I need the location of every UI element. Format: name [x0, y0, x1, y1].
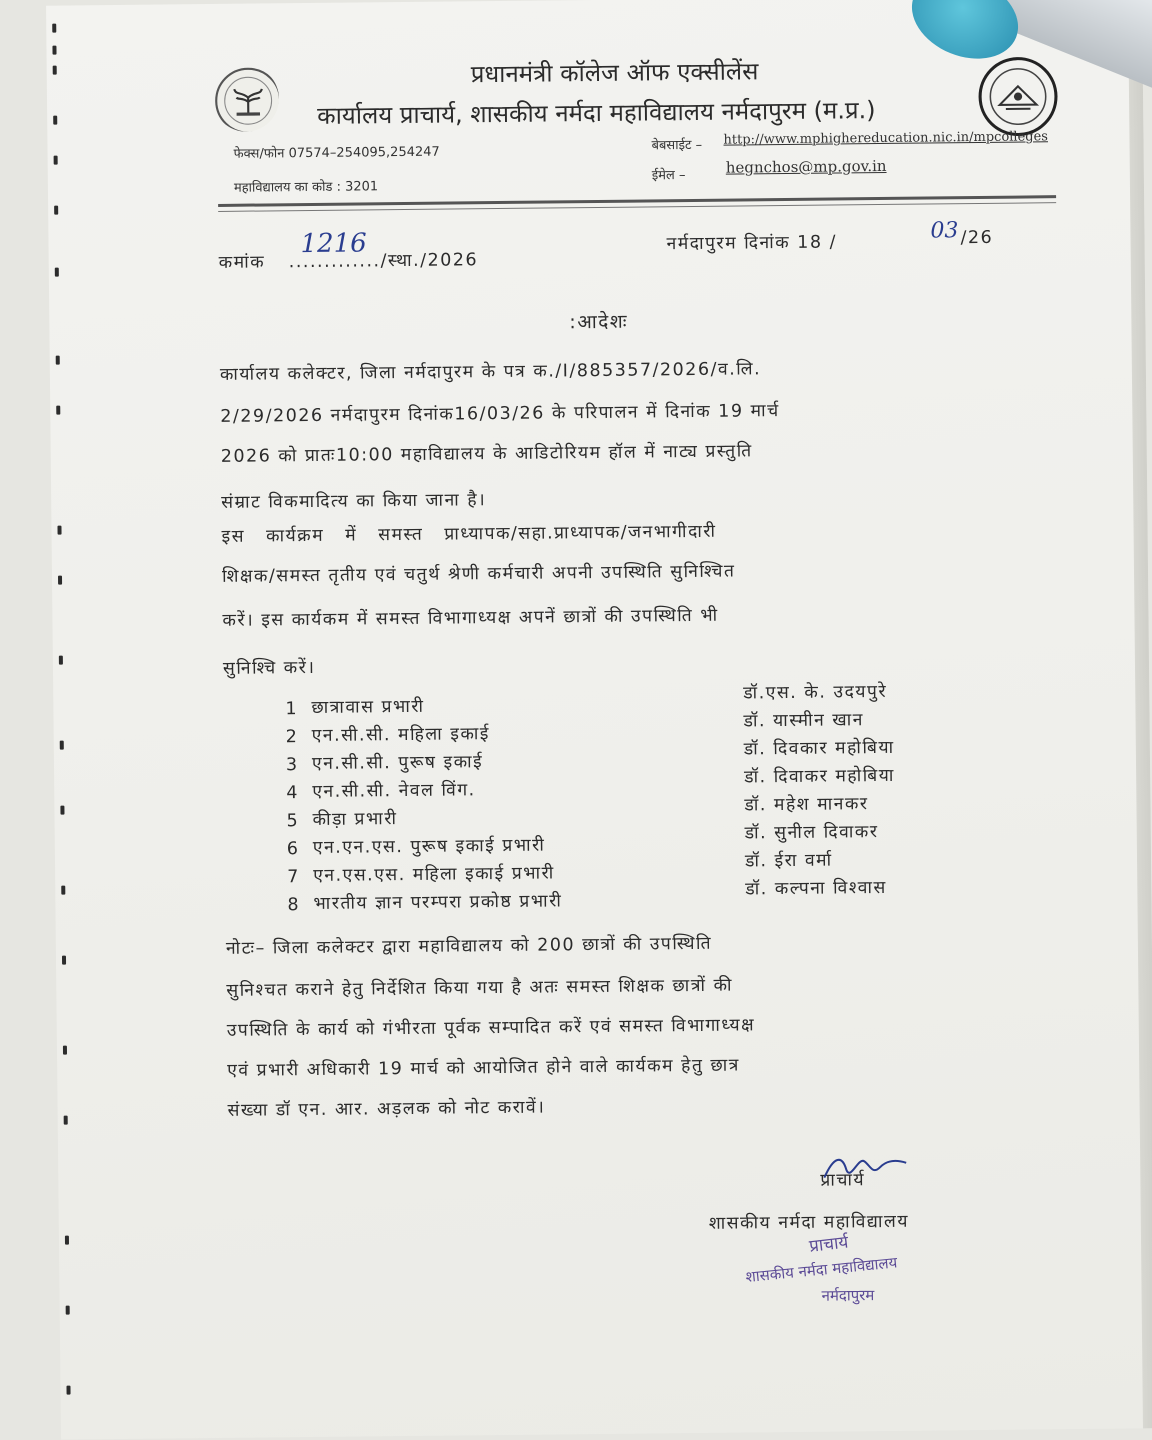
- para1-line2: 2/29/2026 नर्मदापुरम दिनांक16/03/26 के परिपालन में दिनांक 19 मार्च: [220, 401, 780, 427]
- officer-name: डॉ. सुनील दिवाकर: [744, 822, 879, 844]
- officer-name: डॉ. यास्मीन खान: [743, 710, 865, 732]
- order-title: :आदेशः: [569, 310, 629, 334]
- officer-name: डॉ. दिवकार महोबिया: [743, 737, 895, 760]
- ref-date-month: 03: [930, 218, 959, 244]
- handwritten-signature: [814, 1147, 914, 1188]
- officer-role: एन.एन.एस. पुरूष इकाई प्रभारी: [312, 835, 546, 858]
- officer-num: 8: [287, 895, 299, 916]
- ref-number-prefix: कमांक: [218, 252, 266, 273]
- officer-role: कीड़ा प्रभारी: [312, 809, 398, 830]
- para2-line2: शिक्षक/समस्त तृतीय एवं चतुर्थ श्रेणी कर्मचारी अपनी उपस्थिति सुनिश्चित: [221, 561, 736, 587]
- punch-marks: [46, 5, 101, 1439]
- header-title-line1: प्रधानमंत्री कॉलेज ऑफ एक्सीलेंस: [470, 57, 759, 89]
- officer-name: डॉ. महेश मानकर: [744, 794, 869, 816]
- officer-num: 7: [287, 867, 299, 888]
- officer-name: डॉ. दिवाकर महोबिया: [744, 765, 896, 788]
- ref-number-handwritten: 1216: [300, 228, 367, 260]
- stamp-line2: शासकीय नर्मदा महाविद्यालय: [744, 1253, 899, 1287]
- note-line4: एवं प्रभारी अधिकारी 19 मार्च को आयोजित होने वाले कार्यकम हेतु छात्र: [227, 1055, 741, 1081]
- para2-line1: इस कार्यक्रम में समस्त प्राध्यापक/सहा.प्राध्यापक/जनभागीदारी: [221, 521, 717, 547]
- college-code: महाविद्यालय का कोड : 3201: [233, 179, 379, 196]
- ref-date-prefix: नर्मदापुरम दिनांक 18 /: [666, 232, 838, 255]
- officer-role: एन.सी.सी. पुरूष इकाई: [311, 752, 484, 774]
- note-line1: नोटः– जिला कलेक्टर द्वारा महाविद्यालय को 200 छात्रों की उपस्थिति: [225, 933, 713, 959]
- officer-role: एन.सी.सी. महिला इकाई: [311, 724, 491, 746]
- para1-line1: कार्यालय कलेक्टर, जिला नर्मदापुरम के पत्र क./I/885357/2026/व.लि.: [219, 359, 762, 385]
- email-link[interactable]: hegnchos@mp.gov.in: [725, 156, 887, 177]
- header-divider: [218, 195, 1056, 207]
- email-label: ईमेल –: [651, 168, 686, 184]
- officer-role: एन.सी.सी. नेवल विंग.: [312, 780, 476, 802]
- officer-role: भारतीय ज्ञान परम्परा प्रकोष्ठ प्रभारी: [313, 891, 563, 914]
- signature-designation: प्राचार्य: [820, 1170, 866, 1191]
- paper-edge: [1128, 0, 1152, 1428]
- pen-object: [882, 0, 1152, 120]
- note-line3: उपस्थिति के कार्य को गंभीरता पूर्वक सम्पादित करें एवं समस्त विभागाध्यक्ष: [226, 1015, 756, 1041]
- college-logo-left: [213, 65, 280, 132]
- stamp-line1: प्राचार्य: [808, 1232, 850, 1257]
- para2-line3: करें। इस कार्यकम में समस्त विभागाध्यक्ष अपनें छात्रों की उपस्थिति भी: [222, 605, 719, 631]
- officer-num: 1: [285, 699, 297, 720]
- stamp-line3: नर्मदापुरम: [821, 1286, 875, 1305]
- header-title-line2: कार्यालय प्राचार्य, शासकीय नर्मदा महाविद्यालय नर्मदापुरम (म.प्र.): [317, 96, 876, 130]
- signature-institution: शासकीय नर्मदा महाविद्यालय: [708, 1211, 910, 1234]
- officer-num: 5: [286, 811, 298, 832]
- note-line2: सुनिश्चत कराने हेतु निर्देशित किया गया है अतः समस्त शिक्षक छात्रों की: [226, 975, 734, 1001]
- document-page: [46, 0, 1152, 1440]
- para1-line4: संम्राट विकमादित्य का किया जाना है।: [221, 490, 487, 513]
- ref-number-suffix: ............./स्था./2026: [288, 250, 479, 273]
- officer-num: 6: [286, 839, 299, 860]
- para2-line4: सुनिश्चि करें।: [222, 657, 316, 679]
- website-label: बेबसाईट –: [651, 137, 703, 154]
- officer-name: डॉ. कल्पना विश्वास: [745, 877, 887, 900]
- officer-role: छात्रावास प्रभारी: [311, 696, 425, 718]
- officer-name: डॉ. ईरा वर्मा: [744, 850, 833, 872]
- note-line5: संख्या डॉ एन. आर. अड़लक को नोट करावें।: [227, 1097, 546, 1121]
- officer-num: 4: [286, 783, 298, 804]
- ref-date-suffix: /26: [960, 227, 994, 249]
- officer-num: 2: [285, 727, 297, 748]
- fax-phone: फेक्स/फोन 07574–254095,254247: [233, 144, 440, 162]
- officer-name: डॉ.एस. के. उदयपुरे: [743, 681, 888, 704]
- para1-line3: 2026 को प्रातः10:00 महाविद्यालय के आडिटोरियम हॉल में नाट्य प्रस्तुति: [220, 441, 753, 467]
- website-link[interactable]: http://www.mphighereducation.nic.in/mpcolleges: [723, 129, 1049, 148]
- officer-num: 3: [285, 755, 298, 776]
- officer-role: एन.एस.एस. महिला इकाई प्रभारी: [313, 863, 555, 886]
